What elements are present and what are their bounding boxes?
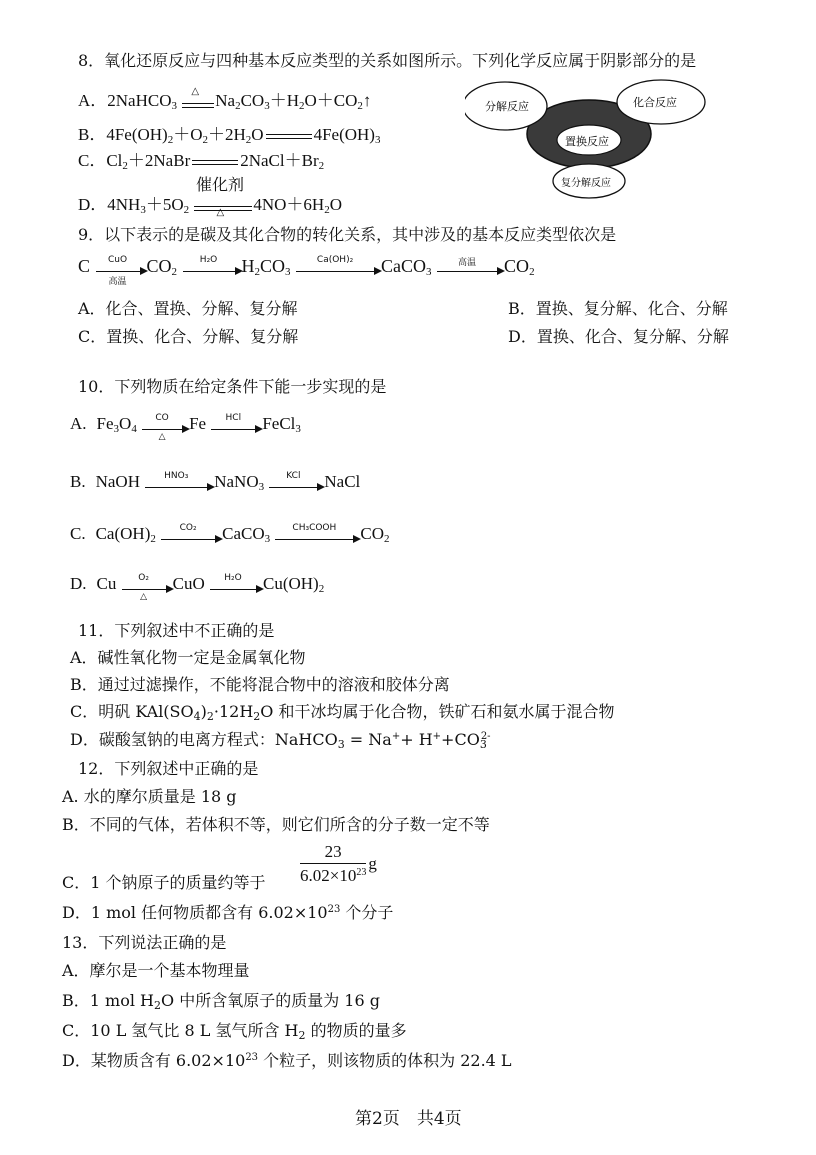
q12-stem: 12．下列叙述中正确的是 — [78, 759, 259, 778]
q9-option-b: B．置换、复分解、化合、分解 — [508, 299, 728, 318]
option-label: C． — [78, 151, 107, 170]
option-label: B． — [78, 125, 107, 144]
q8-stem: 8．氧化还原反应与四种基本反应类型的关系如图所示。下列化学反应属于阴影部分的是 — [78, 51, 697, 70]
equals-sign — [266, 134, 312, 139]
q12-option-b: B．不同的气体，若体积不等，则它们所含的分子数一定不等 — [62, 815, 490, 834]
option-label: A． — [78, 91, 108, 110]
q8-option-c: C．$Cl_2+2NaBr$ $2NaCl+Br_2$ — [78, 151, 325, 172]
combination-label: 化合反应 — [633, 96, 677, 109]
q10-option-c: C. $Ca(OH)_2$ CO₂ CaCO$_3$ CH₃COOH $CO_2$ — [70, 522, 390, 545]
catalyst-label: 催化剂 — [196, 175, 245, 194]
q13-option-a: A．摩尔是一个基本物理量 — [62, 961, 250, 980]
q11-stem: 11．下列叙述中不正确的是 — [78, 621, 275, 640]
q9-option-a: A．化合、置换、分解、复分解 — [78, 299, 298, 318]
option-label: D． — [78, 195, 108, 214]
q11-option-d: D．碳酸氢钠的电离方程式：NaHCO$_3$ = $Na^++ H^++CO_3^{2-}$ — [70, 730, 491, 751]
q11-option-a: A．碱性氧化物一定是金属氧化物 — [70, 648, 306, 667]
q8-option-a: A．2NaHCO$_3$ △ $Na_2CO_3+H_2O+CO_2↑$ — [78, 85, 372, 112]
q13-option-c: C．10 L 氢气比 8 L 氢气所含 $H_2$ 的物质的量多 — [62, 1021, 407, 1042]
reaction-type-diagram — [465, 74, 723, 206]
catalyst-equals-sign: △ — [194, 201, 252, 211]
q12-option-a: A. 水的摩尔质量是 18 g — [62, 787, 237, 806]
q9-option-c: C．置换、化合、分解、复分解 — [78, 327, 299, 346]
q13-stem: 13．下列说法正确的是 — [62, 933, 227, 952]
q9-option-d: D．置换、化合、复分解、分解 — [508, 327, 729, 346]
replacement-label: 置换反应 — [565, 135, 609, 148]
q10-stem: 10．下列物质在给定条件下能一步实现的是 — [78, 377, 387, 396]
q12-option-c: C．1 个钠原子的质量约等于 — [62, 873, 266, 892]
q12-sodium-fraction: $\frac{23}{6.02\times 10^{23}}$ g — [300, 842, 377, 885]
q11-option-c: C．明矾 $KAl(SO_4)_2\cdot 12H_2O$ 和干冰均属于化合物，铁矿石和氨水属于混合物 — [70, 702, 615, 723]
q11-option-b: B．通过过滤操作，不能将混合物中的溶液和胶体分离 — [70, 675, 450, 694]
double-decomposition-label: 复分解反应 — [561, 178, 611, 189]
q10-option-a: A. $Fe_3O_4$ CO △ Fe HCl FeCl$_3$ — [70, 412, 301, 442]
q8-option-b: B．$4Fe(OH)_2+O_2+2H_2O$ $4Fe(OH)_3$ — [78, 125, 381, 146]
q10-option-d: D. Cu O₂ △ CuO H₂O $Cu(OH)_2$ — [70, 572, 325, 602]
q13-option-d: D．某物质含有 $6.02\times 10^{23}$ 个粒子，则该物质的体积为 22.4 L — [62, 1051, 512, 1070]
equals-sign — [192, 160, 238, 165]
q8-option-d: D．$4NH_3+5O_2$ △ $4NO+6H_2O$ — [78, 195, 342, 219]
q12-option-d: D．1 mol 任何物质都含有 $6.02\times 10^{23}$ 个分子 — [62, 903, 394, 922]
page-footer: 第2页 共4页 — [355, 1109, 462, 1129]
q13-option-b: B．1 mol $H_2O$ 中所含氧原子的质量为 16 g — [62, 991, 380, 1012]
q10-option-b: B. NaOH HNO₃ NaNO$_3$ KCl NaCl — [70, 470, 361, 493]
decomposition-label: 分解反应 — [485, 100, 529, 113]
heat-equals-sign: △ — [182, 97, 214, 108]
q9-stem: 9．以下表示的是碳及其化合物的转化关系，其中涉及的基本反应类型依次是 — [78, 225, 617, 244]
q9-conversion-chain: C CuO 高温 $CO_2$ H₂O $H_2CO_3$ Ca(OH)₂ CaCO$_3$ 高温 $CO_2$ — [78, 255, 535, 288]
